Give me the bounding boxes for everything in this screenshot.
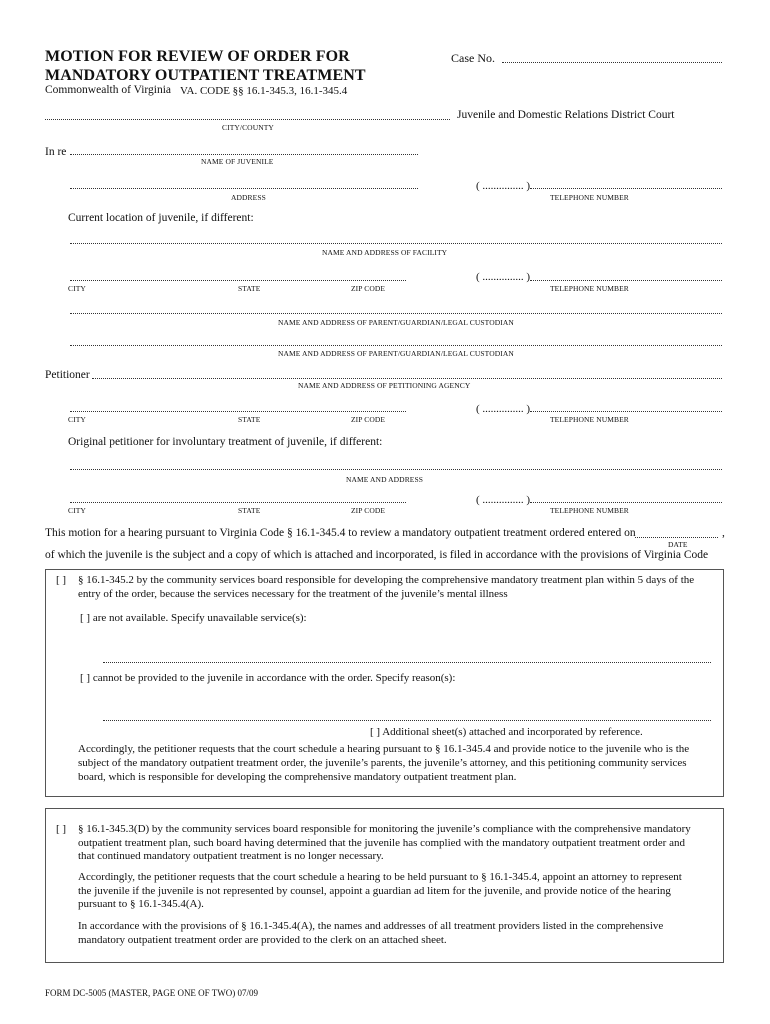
case-no-label: Case No.	[451, 51, 495, 65]
facility-phone-area-code[interactable]: ( ............... )	[476, 271, 531, 283]
petitioner-phone-caption: TELEPHONE NUMBER	[550, 415, 629, 424]
petitioner-phone-field[interactable]	[530, 411, 722, 412]
original-petitioner-zip-caption: ZIP CODE	[351, 506, 386, 515]
petitioner-label: Petitioner	[45, 369, 90, 381]
original-petitioner-phone-caption: TELEPHONE NUMBER	[550, 506, 629, 515]
petitioner-zip-caption: ZIP CODE	[351, 415, 386, 424]
form-title-line-2: MANDATORY OUTPATIENT TREATMENT	[45, 67, 366, 84]
motion-statement-line-1: This motion for a hearing pursuant to Virginia Code § 16.1-345.4 to review a mandatory outpatient treatment ordered entered on	[45, 527, 636, 539]
order-date-field[interactable]	[635, 537, 718, 538]
court-name: Juvenile and Domestic Relations District Court	[457, 109, 675, 121]
box2-request-line-2: the juvenile if the juvenile is not represented by counsel, appoint a guardian ad litem for the juvenile, and provide notice of the hearing	[78, 885, 671, 897]
commonwealth-label: Commonwealth of Virginia	[45, 84, 172, 96]
juvenile-phone-area-code[interactable]: ( ............... )	[476, 180, 531, 192]
facility-city-caption: CITY	[68, 284, 86, 293]
section-16-1-345-3-text-line-2: outpatient treatment plan, such board having determined that the juvenile has complied with the mandatory outpatient treatment order and	[78, 837, 685, 849]
section-16-1-345-2-text-line-2: entry of the order, because the services necessary for the treatment of the juvenile’s mental illness	[78, 588, 508, 600]
section-16-1-345-3-checkbox[interactable]: [ ]	[56, 823, 67, 835]
facility-phone-caption: TELEPHONE NUMBER	[550, 284, 629, 293]
original-petitioner-name-caption: NAME AND ADDRESS	[346, 475, 424, 484]
petitioner-phone-area-code[interactable]: ( ............... )	[476, 403, 531, 415]
juvenile-name-field[interactable]	[70, 154, 418, 155]
current-location-heading: Current location of juvenile, if different:	[68, 212, 254, 224]
box1-request-line-3: board, which is responsible for developing the comprehensive mandatory outpatient treatment plan.	[78, 771, 517, 783]
section-16-1-345-3-text-line-3: that continued mandatory outpatient treatment is no longer necessary.	[78, 850, 384, 862]
petitioning-agency-field[interactable]	[92, 378, 722, 379]
original-petitioner-city-caption: CITY	[68, 506, 86, 515]
section-16-1-345-2-text-line-1: § 16.1-345.2 by the community services board responsible for developing the comprehensive mandatory treatment plan within 5 days of the	[78, 574, 695, 586]
facility-field[interactable]	[70, 243, 722, 244]
box2-request-line-3: pursuant to § 16.1-345.4(A).	[78, 898, 204, 910]
city-county-caption: CITY/COUNTY	[222, 123, 274, 132]
section-16-1-345-3-text-line-1: § 16.1-345.3(D) by the community services board responsible for monitoring the juvenile’s compliance with the comprehensive mandatory	[78, 823, 691, 835]
parent-1-caption: NAME AND ADDRESS OF PARENT/GUARDIAN/LEGAL CUSTODIAN	[278, 318, 514, 327]
unavailable-services-field[interactable]	[103, 662, 711, 663]
motion-statement-line-2: of which the juvenile is the subject and a copy of which is attached and incorporated, is filed in accordance with the provisions of Virginia Code	[45, 549, 709, 561]
box2-request-line-1: Accordingly, the petitioner requests that the court schedule a hearing to be held pursuant to § 16.1-345.4, appoint an attorney to represent	[78, 871, 682, 883]
box2-providers-line-2: mandatory outpatient treatment order are provided to the clerk on an attached sheet.	[78, 934, 447, 946]
facility-caption: NAME AND ADDRESS OF FACILITY	[322, 248, 448, 257]
petitioner-city-state-zip-field[interactable]	[70, 411, 406, 412]
parent-1-field[interactable]	[70, 313, 722, 314]
box1-request-line-1: Accordingly, the petitioner requests that the court schedule a hearing pursuant to § 16.1-345.4 and provide notice to the juvenile who is the	[78, 743, 690, 755]
original-petitioner-name-field[interactable]	[70, 469, 722, 470]
va-code-reference: VA. CODE §§ 16.1-345.3, 16.1-345.4	[180, 85, 348, 97]
petitioner-state-caption: STATE	[238, 415, 261, 424]
juvenile-name-caption: NAME OF JUVENILE	[201, 157, 274, 166]
petitioner-city-caption: CITY	[68, 415, 86, 424]
box1-request-line-2: subject of the mandatory outpatient treatment order, the juvenile’s parents, the juvenile’s attorney, and this petitioning community services	[78, 757, 687, 769]
reasons-field[interactable]	[103, 720, 711, 721]
original-petitioner-state-caption: STATE	[238, 506, 261, 515]
juvenile-address-field[interactable]	[70, 188, 418, 189]
original-petitioner-phone-area-code[interactable]: ( ............... )	[476, 494, 531, 506]
services-not-available-option[interactable]: [ ] are not available. Specify unavailable service(s):	[80, 612, 307, 624]
original-petitioner-phone-field[interactable]	[530, 502, 722, 503]
juvenile-phone-caption: TELEPHONE NUMBER	[550, 193, 629, 202]
order-date-caption: DATE	[668, 540, 688, 549]
original-petitioner-city-state-zip-field[interactable]	[70, 502, 406, 503]
box2-providers-line-1: In accordance with the provisions of § 16.1-345.4(A), the names and addresses of all treatment providers listed in the comprehensive	[78, 920, 664, 932]
form-title-line-1: MOTION FOR REVIEW OF ORDER FOR	[45, 48, 350, 65]
petitioning-agency-caption: NAME AND ADDRESS OF PETITIONING AGENCY	[298, 381, 471, 390]
section-16-1-345-2-checkbox[interactable]: [ ]	[56, 574, 67, 586]
original-petitioner-heading: Original petitioner for involuntary treatment of juvenile, if different:	[68, 436, 383, 448]
facility-state-caption: STATE	[238, 284, 261, 293]
facility-city-state-zip-field[interactable]	[70, 280, 406, 281]
additional-sheets-option[interactable]: [ ] Additional sheet(s) attached and incorporated by reference.	[370, 726, 643, 738]
city-county-field[interactable]	[45, 119, 450, 120]
facility-zip-caption: ZIP CODE	[351, 284, 386, 293]
form-id-footer: FORM DC-5005 (MASTER, PAGE ONE OF TWO) 07/09	[45, 988, 259, 998]
juvenile-phone-field[interactable]	[530, 188, 722, 189]
parent-2-field[interactable]	[70, 345, 722, 346]
parent-2-caption: NAME AND ADDRESS OF PARENT/GUARDIAN/LEGAL CUSTODIAN	[278, 349, 514, 358]
cannot-be-provided-option[interactable]: [ ] cannot be provided to the juvenile in accordance with the order. Specify reason(s):	[80, 672, 456, 684]
juvenile-address-caption: ADDRESS	[231, 193, 266, 202]
motion-comma: ,	[722, 527, 725, 539]
in-re-label: In re	[45, 146, 67, 158]
case-no-field[interactable]	[502, 62, 722, 63]
facility-phone-field[interactable]	[530, 280, 722, 281]
